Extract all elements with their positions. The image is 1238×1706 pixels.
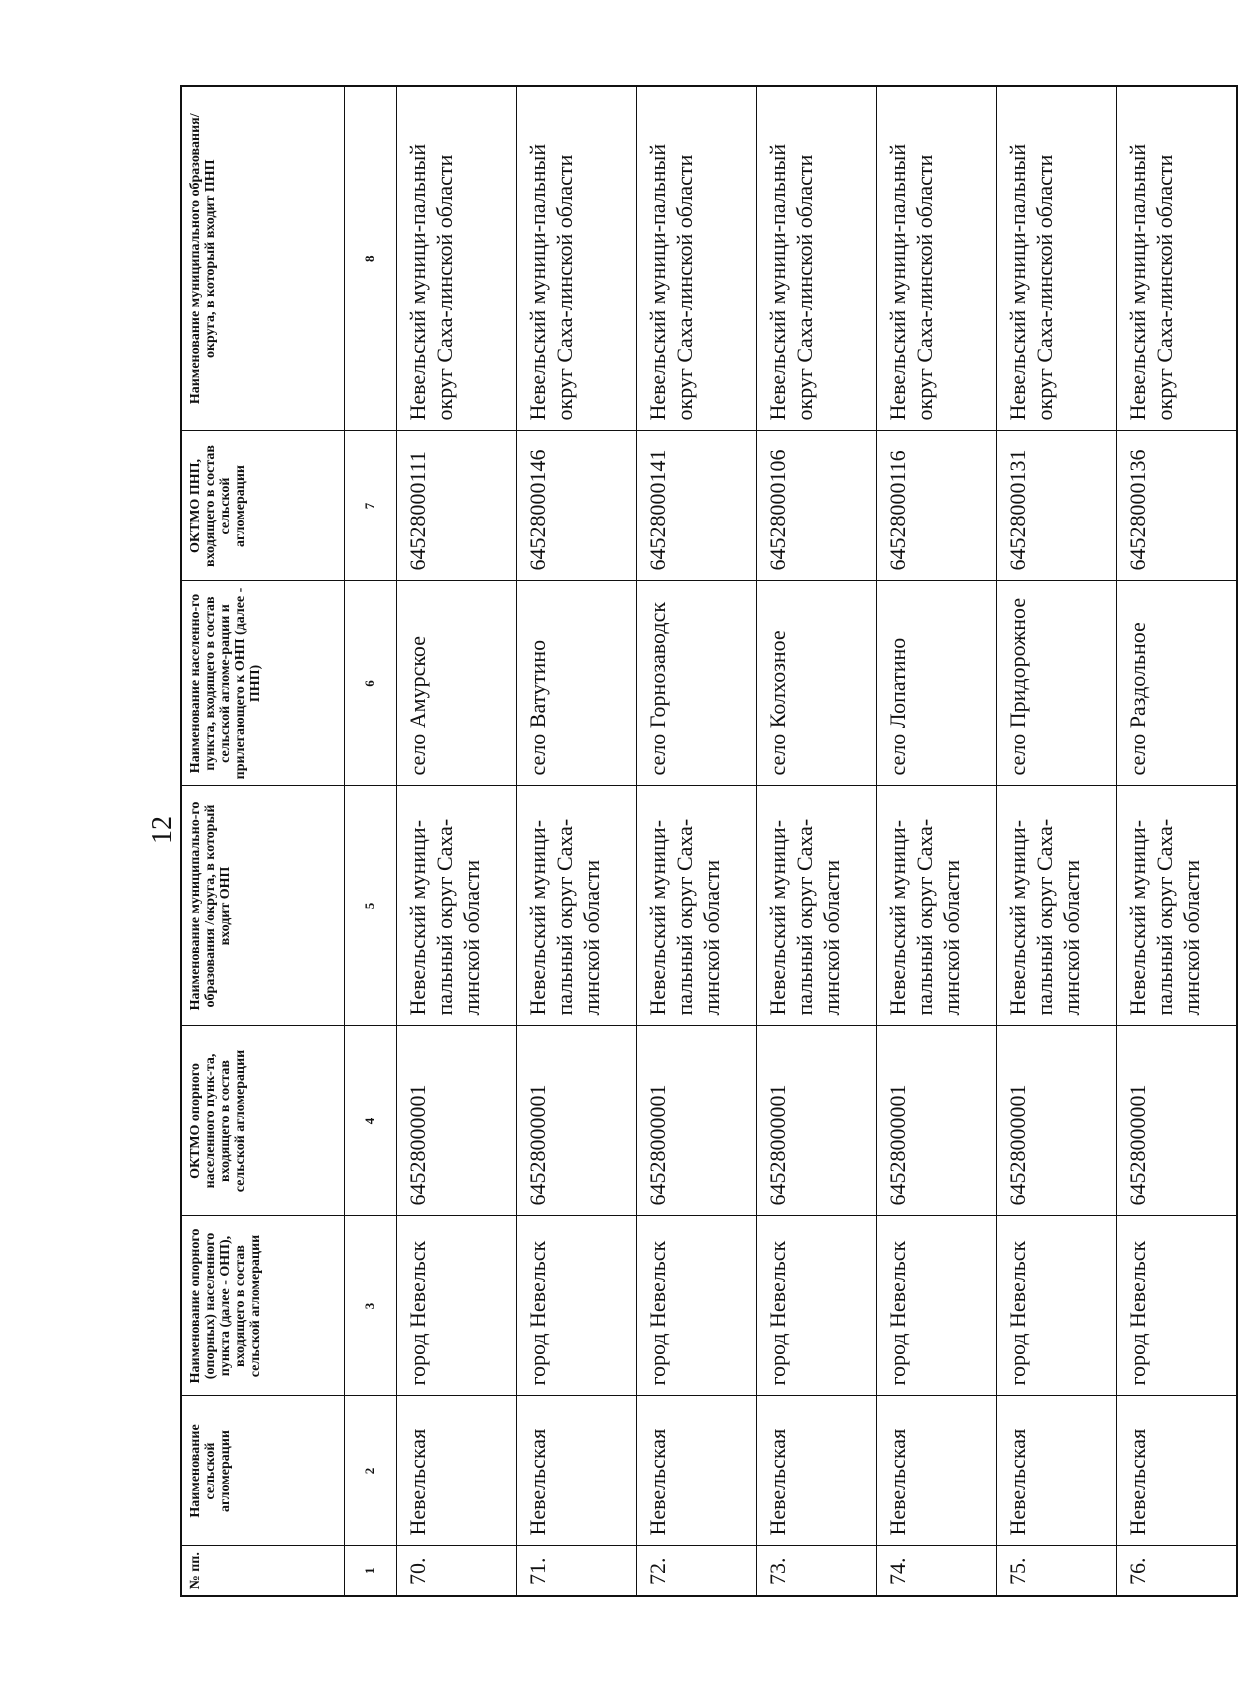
onp-oktmo: 64528000001 (637, 1026, 757, 1216)
onp-municipality: Невельский муници-пальный округ Саха-линской области (637, 786, 757, 1026)
onp-oktmo: 64528000001 (997, 1026, 1117, 1216)
row-number: 72. (637, 1546, 757, 1596)
pnp-oktmo: 64528000136 (1117, 431, 1237, 581)
page-number: 12 (147, 816, 178, 844)
pnp-name: село Раздольное (1117, 581, 1237, 786)
row-number: 73. (757, 1546, 877, 1596)
header-cell: ОКТМО ПНП, входящего в состав сельской агломерации (181, 431, 344, 581)
onp-name: город Невельск (637, 1216, 757, 1396)
onp-municipality: Невельский муници-пальный округ Саха-линской области (396, 786, 516, 1026)
onp-oktmo: 64528000001 (396, 1026, 516, 1216)
pnp-municipality: Невельский муници-пальный округ Саха-линской области (516, 86, 636, 431)
pnp-name: село Амурское (396, 581, 516, 786)
onp-name: город Невельск (1117, 1216, 1237, 1396)
pnp-municipality: Невельский муници-пальный округ Саха-линской области (997, 86, 1117, 431)
header-cell: Наименование муниципального образования/округа, в который входит ПНП (181, 86, 344, 431)
table-row (396, 86, 516, 1596)
table-row (637, 86, 757, 1596)
onp-municipality: Невельский муници-пальный округ Саха-линской области (516, 786, 636, 1026)
agglomeration-name: Невельская (997, 1396, 1117, 1546)
header-cell: № пп. (181, 1546, 344, 1596)
table-row (997, 86, 1117, 1596)
onp-municipality: Невельский муници-пальный округ Саха-линской области (997, 786, 1117, 1026)
pnp-oktmo: 64528000131 (997, 431, 1117, 581)
row-number: 74. (877, 1546, 997, 1596)
table-row (757, 86, 877, 1596)
header-cell: ОКТМО опорного населенного пунк-та, входящего в состав сельской агломерации (181, 1026, 344, 1216)
agglomeration-name: Невельская (1117, 1396, 1237, 1546)
row-number: 76. (1117, 1546, 1237, 1596)
column-number: 7 (344, 431, 396, 581)
onp-name: город Невельск (757, 1216, 877, 1396)
agglomeration-name: Невельская (877, 1396, 997, 1546)
pnp-name: село Колхозное (757, 581, 877, 786)
pnp-municipality: Невельский муници-пальный округ Саха-линской области (757, 86, 877, 431)
pnp-name: село Лопатино (877, 581, 997, 786)
header-cell: Наименование муниципально-го образования /округа, в который входит ОНП (181, 786, 344, 1026)
onp-oktmo: 64528000001 (757, 1026, 877, 1216)
onp-municipality: Невельский муници-пальный округ Саха-линской области (877, 786, 997, 1026)
column-number: 4 (344, 1026, 396, 1216)
pnp-name: село Придорожное (997, 581, 1117, 786)
column-number: 2 (344, 1396, 396, 1546)
pnp-municipality: Невельский муници-пальный округ Саха-линской области (877, 86, 997, 431)
pnp-municipality: Невельский муници-пальный округ Саха-линской области (637, 86, 757, 431)
pnp-municipality: Невельский муници-пальный округ Саха-линской области (1117, 86, 1237, 431)
pnp-oktmo: 64528000146 (516, 431, 636, 581)
pnp-municipality: Невельский муници-пальный округ Саха-линской области (396, 86, 516, 431)
onp-municipality: Невельский муници-пальный округ Саха-линской области (1117, 786, 1237, 1026)
header-cell: Наименование населенно-го пункта, входящего в состав сельской агломе-рации и прилегающего к ОНП (далее - ПНП) (181, 581, 344, 786)
column-number: 3 (344, 1216, 396, 1396)
agglomeration-name: Невельская (396, 1396, 516, 1546)
pnp-oktmo: 64528000141 (637, 431, 757, 581)
header-cell: Наименование опорного (опорных) населенного пункта (далее - ОНП), входящего в состав сельской агломерации (181, 1216, 344, 1396)
column-number: 8 (344, 86, 396, 431)
pnp-oktmo: 64528000116 (877, 431, 997, 581)
column-number-row (344, 86, 396, 1596)
onp-oktmo: 64528000001 (516, 1026, 636, 1216)
column-number: 6 (344, 581, 396, 786)
agglomeration-name: Невельская (637, 1396, 757, 1546)
onp-oktmo: 64528000001 (877, 1026, 997, 1216)
table-row (1117, 86, 1237, 1596)
pnp-name: село Ватутино (516, 581, 636, 786)
onp-name: город Невельск (516, 1216, 636, 1396)
onp-name: город Невельск (997, 1216, 1117, 1396)
agglomeration-name: Невельская (516, 1396, 636, 1546)
column-number: 1 (344, 1546, 396, 1596)
pnp-oktmo: 64528000111 (396, 431, 516, 581)
onp-name: город Невельск (877, 1216, 997, 1396)
pnp-oktmo: 64528000106 (757, 431, 877, 581)
table-row (516, 86, 636, 1596)
pnp-name: село Горнозаводск (637, 581, 757, 786)
agglomeration-name: Невельская (757, 1396, 877, 1546)
row-number: 75. (997, 1546, 1117, 1596)
header-cell: Наименование сельской агломерации (181, 1396, 344, 1546)
onp-municipality: Невельский муници-пальный округ Саха-линской области (757, 786, 877, 1026)
agglomeration-table (180, 85, 1238, 1597)
header-row (181, 86, 344, 1596)
table-row (877, 86, 997, 1596)
onp-name: город Невельск (396, 1216, 516, 1396)
rotated-table-container (180, 87, 1238, 1597)
onp-oktmo: 64528000001 (1117, 1026, 1237, 1216)
column-number: 5 (344, 786, 396, 1026)
row-number: 70. (396, 1546, 516, 1596)
row-number: 71. (516, 1546, 636, 1596)
